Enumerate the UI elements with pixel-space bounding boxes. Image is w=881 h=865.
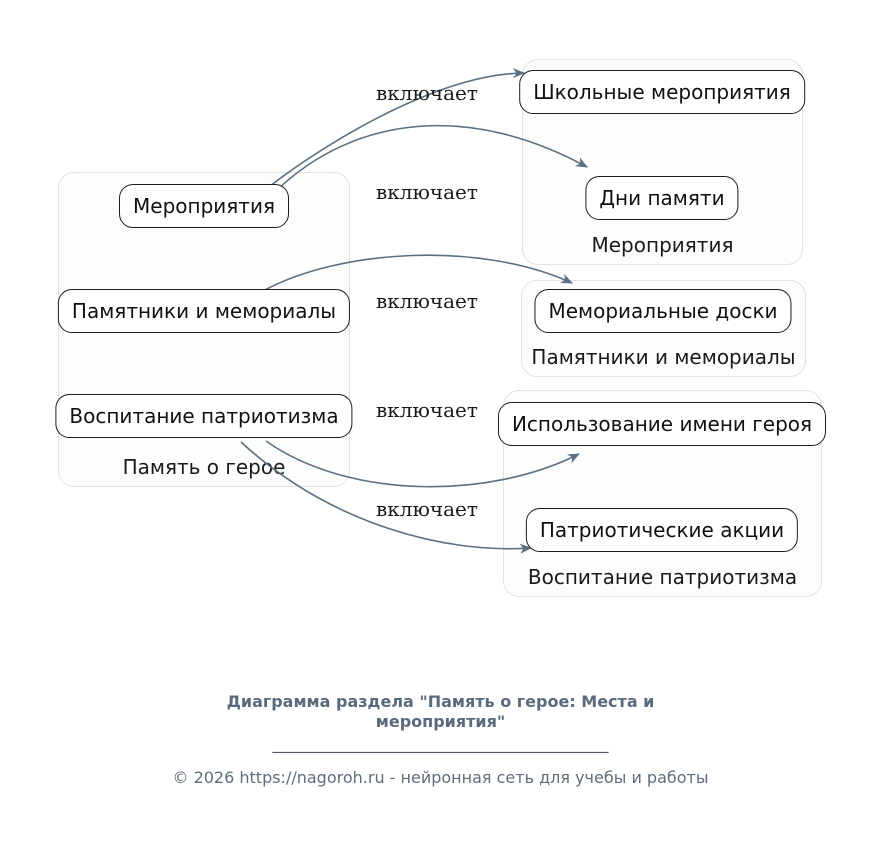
group-title-pamyat-o-geroe: Память о герое: [122, 455, 286, 479]
group-title-pamyatniki: Памятники и мемориалы: [531, 345, 796, 369]
group-title-meropriyatiya: Мероприятия: [591, 233, 734, 257]
edge-label-3: включает: [376, 289, 478, 313]
footer-title: Диаграмма раздела "Память о герое: Места и мероприятия": [226, 692, 655, 731]
node-patrioticheskie-akcii: Патриотические акции: [526, 508, 798, 552]
edge-label-2: включает: [376, 180, 478, 204]
group-title-vospitanie: Воспитание патриотизма: [527, 565, 798, 589]
edge-label-5: включает: [376, 497, 478, 521]
node-memorialnye-doski: Мемориальные доски: [534, 289, 791, 333]
node-shkolnye-meropriyatiya: Школьные мероприятия: [519, 70, 805, 114]
node-meropriyatiya: Мероприятия: [119, 184, 289, 228]
footer-copyright: © 2026 https://nagoroh.ru - нейронная сеть для учебы и работы: [172, 768, 709, 787]
node-ispolzovanie-imeni-geroya: Использование имени героя: [498, 402, 826, 446]
edge-label-4: включает: [376, 398, 478, 422]
node-vospitanie-patriotizma: Воспитание патриотизма: [55, 394, 352, 438]
node-dni-pamyati: Дни памяти: [585, 176, 738, 220]
footer-divider: __________________________________________: [272, 734, 609, 753]
node-pamyatniki-i-memorialy: Памятники и мемориалы: [58, 289, 350, 333]
edge-label-1: включает: [376, 81, 478, 105]
